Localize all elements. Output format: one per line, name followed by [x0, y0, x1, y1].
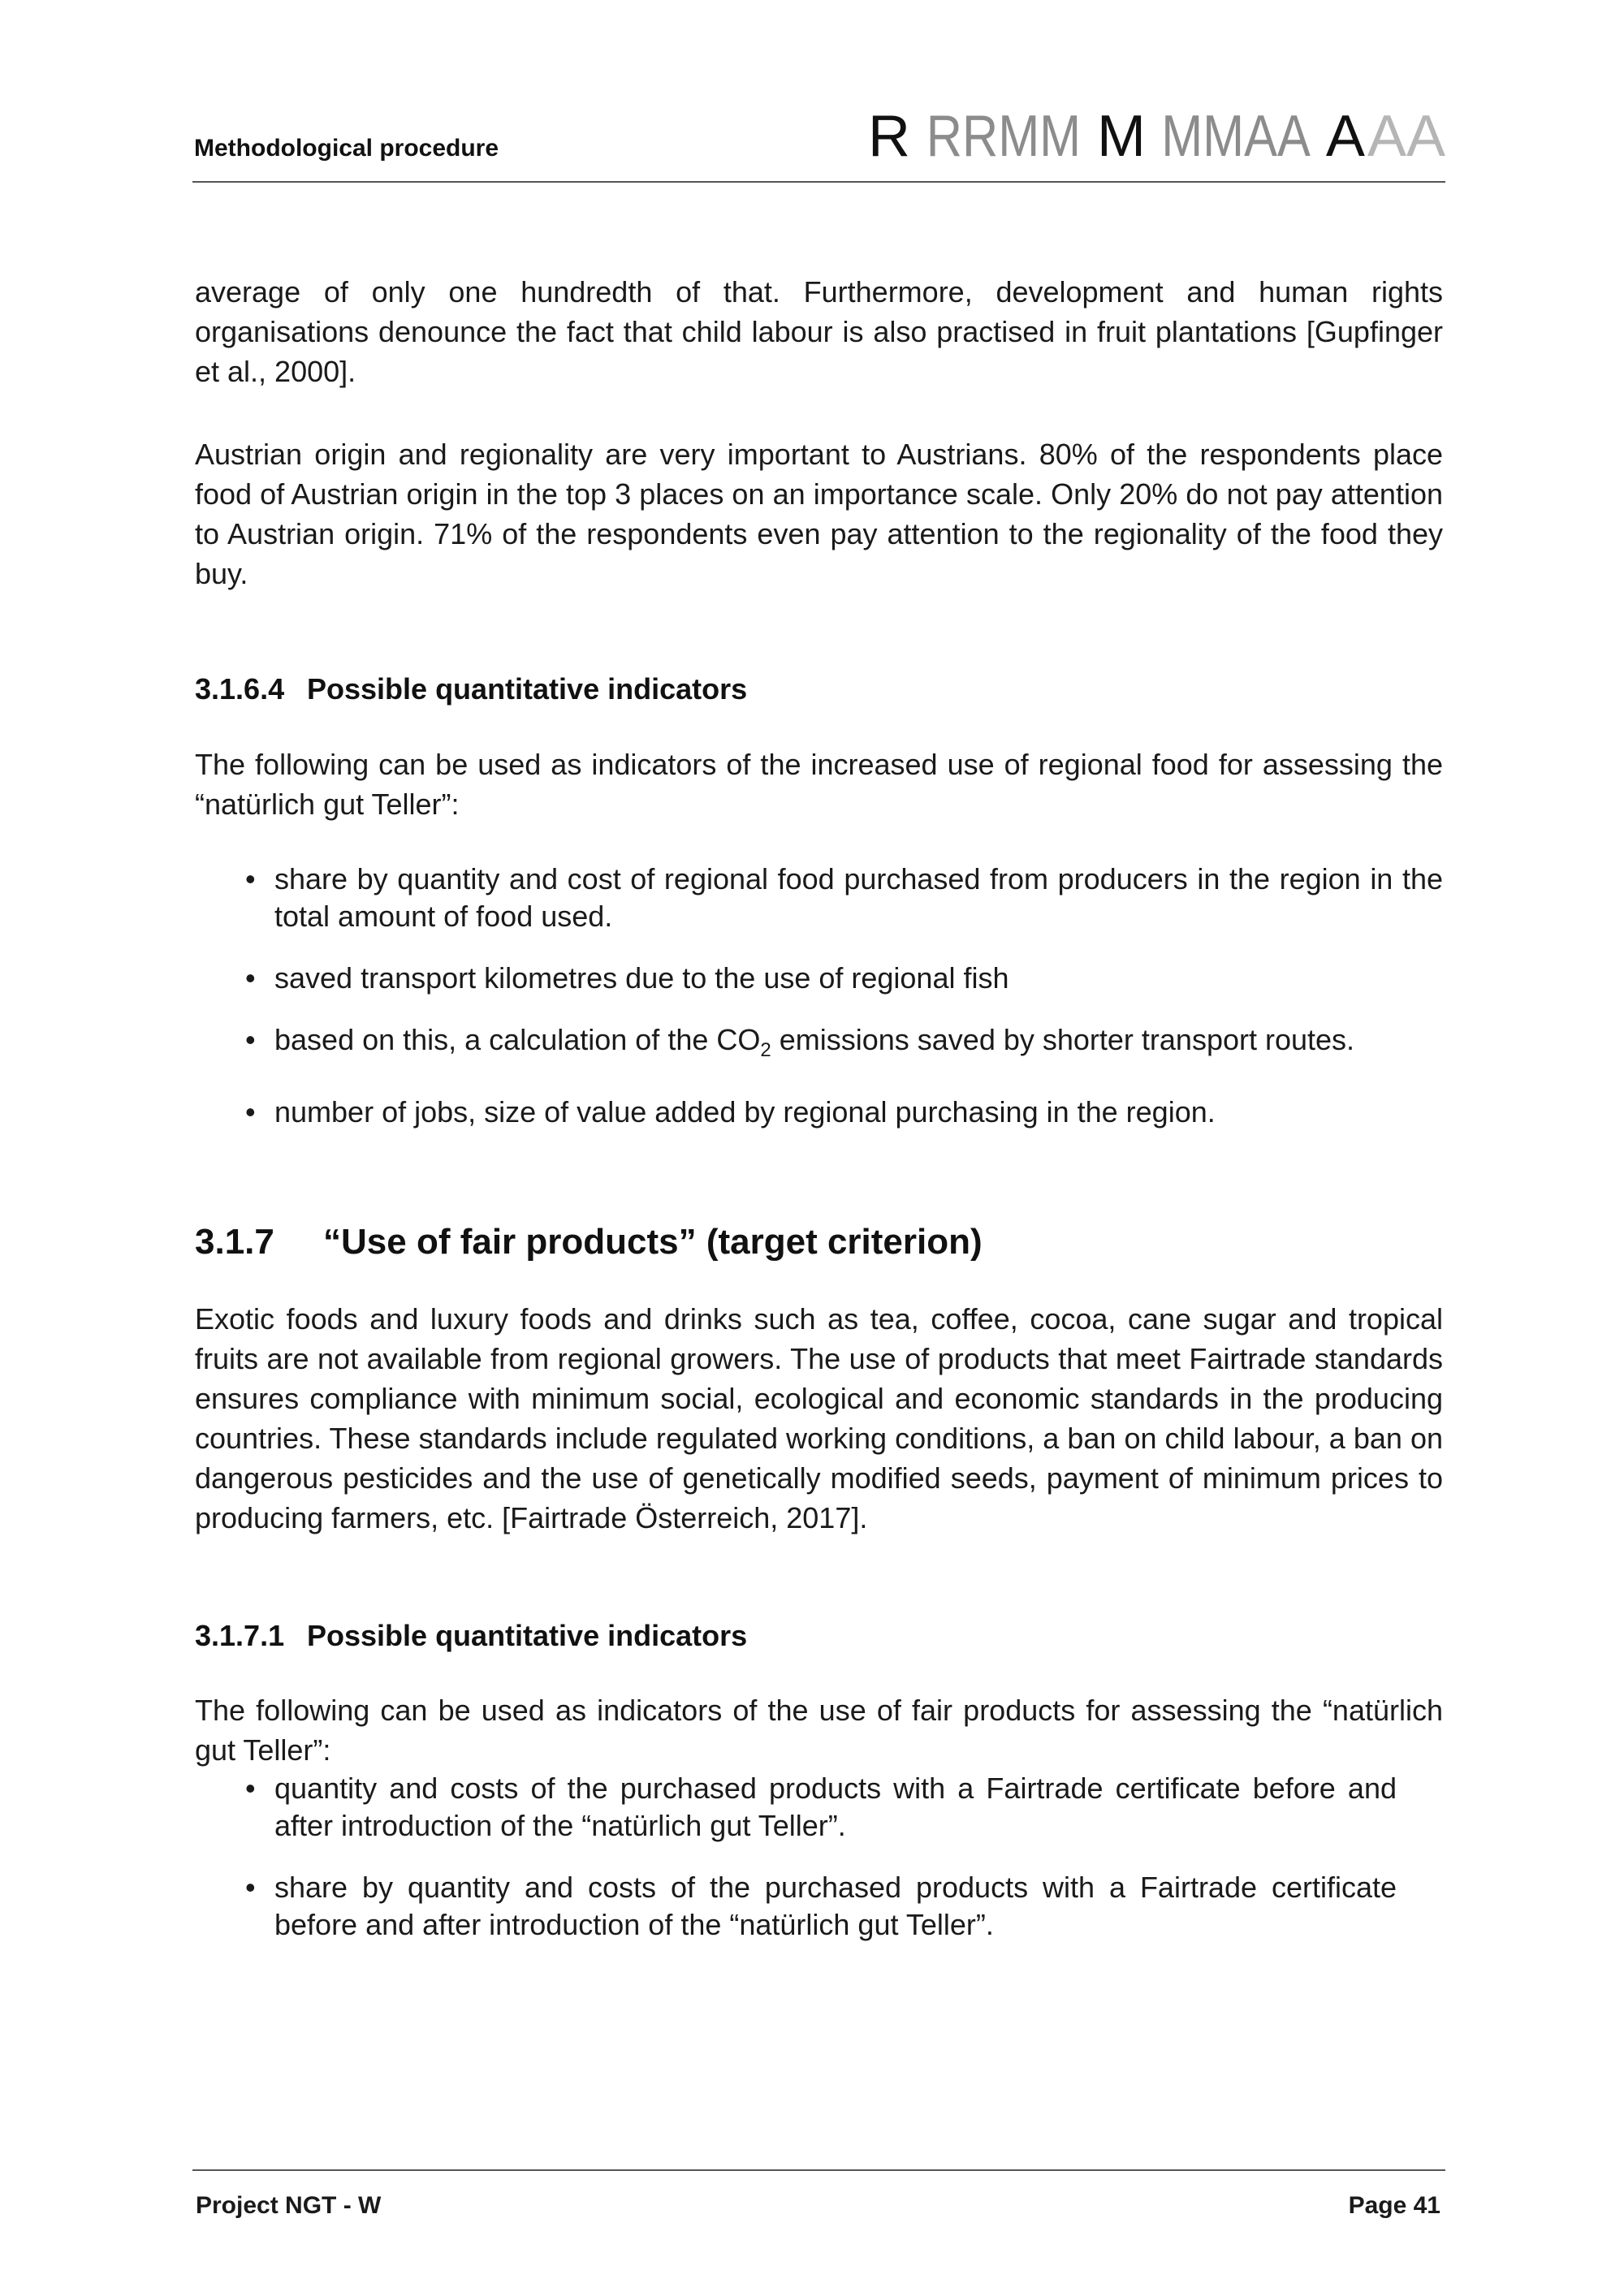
bullet-icon: • — [245, 1871, 256, 1904]
list-item-text: quantity and costs of the purchased products with a Fairtrade certificate before and after introduction of the “natürlich gut Teller”. — [274, 1772, 1397, 1842]
list-item — [244, 861, 1443, 935]
list-item — [244, 960, 1443, 997]
regional-indicators-list — [244, 861, 1443, 1131]
bullet-icon: • — [245, 1023, 256, 1056]
heading-title: “Use of fair products” (target criterion) — [323, 1222, 983, 1262]
list-item-text-before: based on this, a calculation of the CO — [274, 1023, 761, 1056]
footer-project: Project NGT - W — [196, 2192, 382, 2219]
list-item-text: share by quantity and costs of the purchased products with a Fairtrade certificate before and after introduction of the “natürlich gut Teller”. — [274, 1871, 1397, 1941]
logo-letter: M — [1096, 104, 1146, 169]
heading-number: 3.1.7 — [195, 1222, 274, 1262]
heading-317 — [195, 1222, 983, 1262]
list-item — [244, 1869, 1397, 1944]
logo-letter: RRMM — [926, 104, 1082, 169]
logo-letter: A — [1325, 104, 1365, 169]
bullet-icon: • — [245, 1095, 256, 1129]
list-item-text: number of jobs, size of value added by regional purchasing in the region. — [274, 1095, 1216, 1129]
list-item-text: share by quantity and cost of regional food purchased from producers in the region in the total amount of food used. — [274, 862, 1443, 933]
list-item — [244, 1770, 1397, 1845]
heading-title: Possible quantitative indicators — [307, 672, 748, 706]
paragraph-child-labour: average of only one hundredth of that. Furthermore, development and human rights organisations denounce the fact that child labour is also practised in fruit plantations [Gupfinger et al., 2000]. — [195, 275, 1443, 388]
paragraph-fair-products: Exotic foods and luxury foods and drinks such as tea, coffee, cocoa, cane sugar and tropical fruits are not available from regional growers. The use of products that meet Fairtrade standards ensures compliance with minimum social, ecological and economic standards in the producing countries. These standards include regulated working conditions, a ban on child labour, a ban on dangerous pesticides and the use of genetically modified seeds, payment of minimum prices to producing farmers, etc. [Fairtrade Österreich, 2017]. — [195, 1302, 1443, 1534]
logo-letter: AA — [1367, 104, 1445, 169]
list-item — [244, 1021, 1443, 1069]
fair-indicators-list — [244, 1770, 1397, 1944]
page-header — [192, 81, 1445, 183]
logo-letter: MMAA — [1161, 104, 1311, 169]
logo-letter: R — [867, 104, 910, 169]
bullet-icon: • — [245, 862, 256, 896]
list-item-text: saved transport kilometres due to the use of regional fish — [274, 961, 1009, 995]
heading-title: Possible quantitative indicators — [307, 1619, 748, 1652]
paragraph-regional-indicators-intro: The following can be used as indicators of the increased use of regional food for assessing the “natürlich gut Teller”: — [195, 748, 1443, 821]
paragraph-austrian-origin: Austrian origin and regionality are very important to Austrians. 80% of the respondents place food of Austrian origin in the top 3 places on an importance scale. Only 20% do not pay attention to Austrian origin. 71% of the respondents even pay attention to the regionality of the food they buy. — [195, 438, 1443, 590]
list-item-text-after: emissions saved by shorter transport routes. — [771, 1023, 1355, 1056]
project-logo — [867, 101, 1445, 169]
list-item-subscript: 2 — [760, 1039, 771, 1061]
page-footer — [192, 2169, 1445, 2219]
heading-3164 — [195, 672, 747, 706]
heading-3171 — [195, 1619, 747, 1653]
footer-page-number: Page 41 — [1348, 2192, 1440, 2219]
heading-number: 3.1.7.1 — [195, 1619, 285, 1652]
paragraph-fair-indicators-intro: The following can be used as indicators of the use of fair products for assessing the “natürlich gut Teller”: — [195, 1694, 1443, 1767]
heading-number: 3.1.6.4 — [195, 672, 285, 706]
header-section-title: Methodological procedure — [194, 135, 499, 162]
bullet-icon: • — [245, 1772, 256, 1805]
list-item — [244, 1094, 1443, 1131]
bullet-icon: • — [245, 961, 256, 995]
